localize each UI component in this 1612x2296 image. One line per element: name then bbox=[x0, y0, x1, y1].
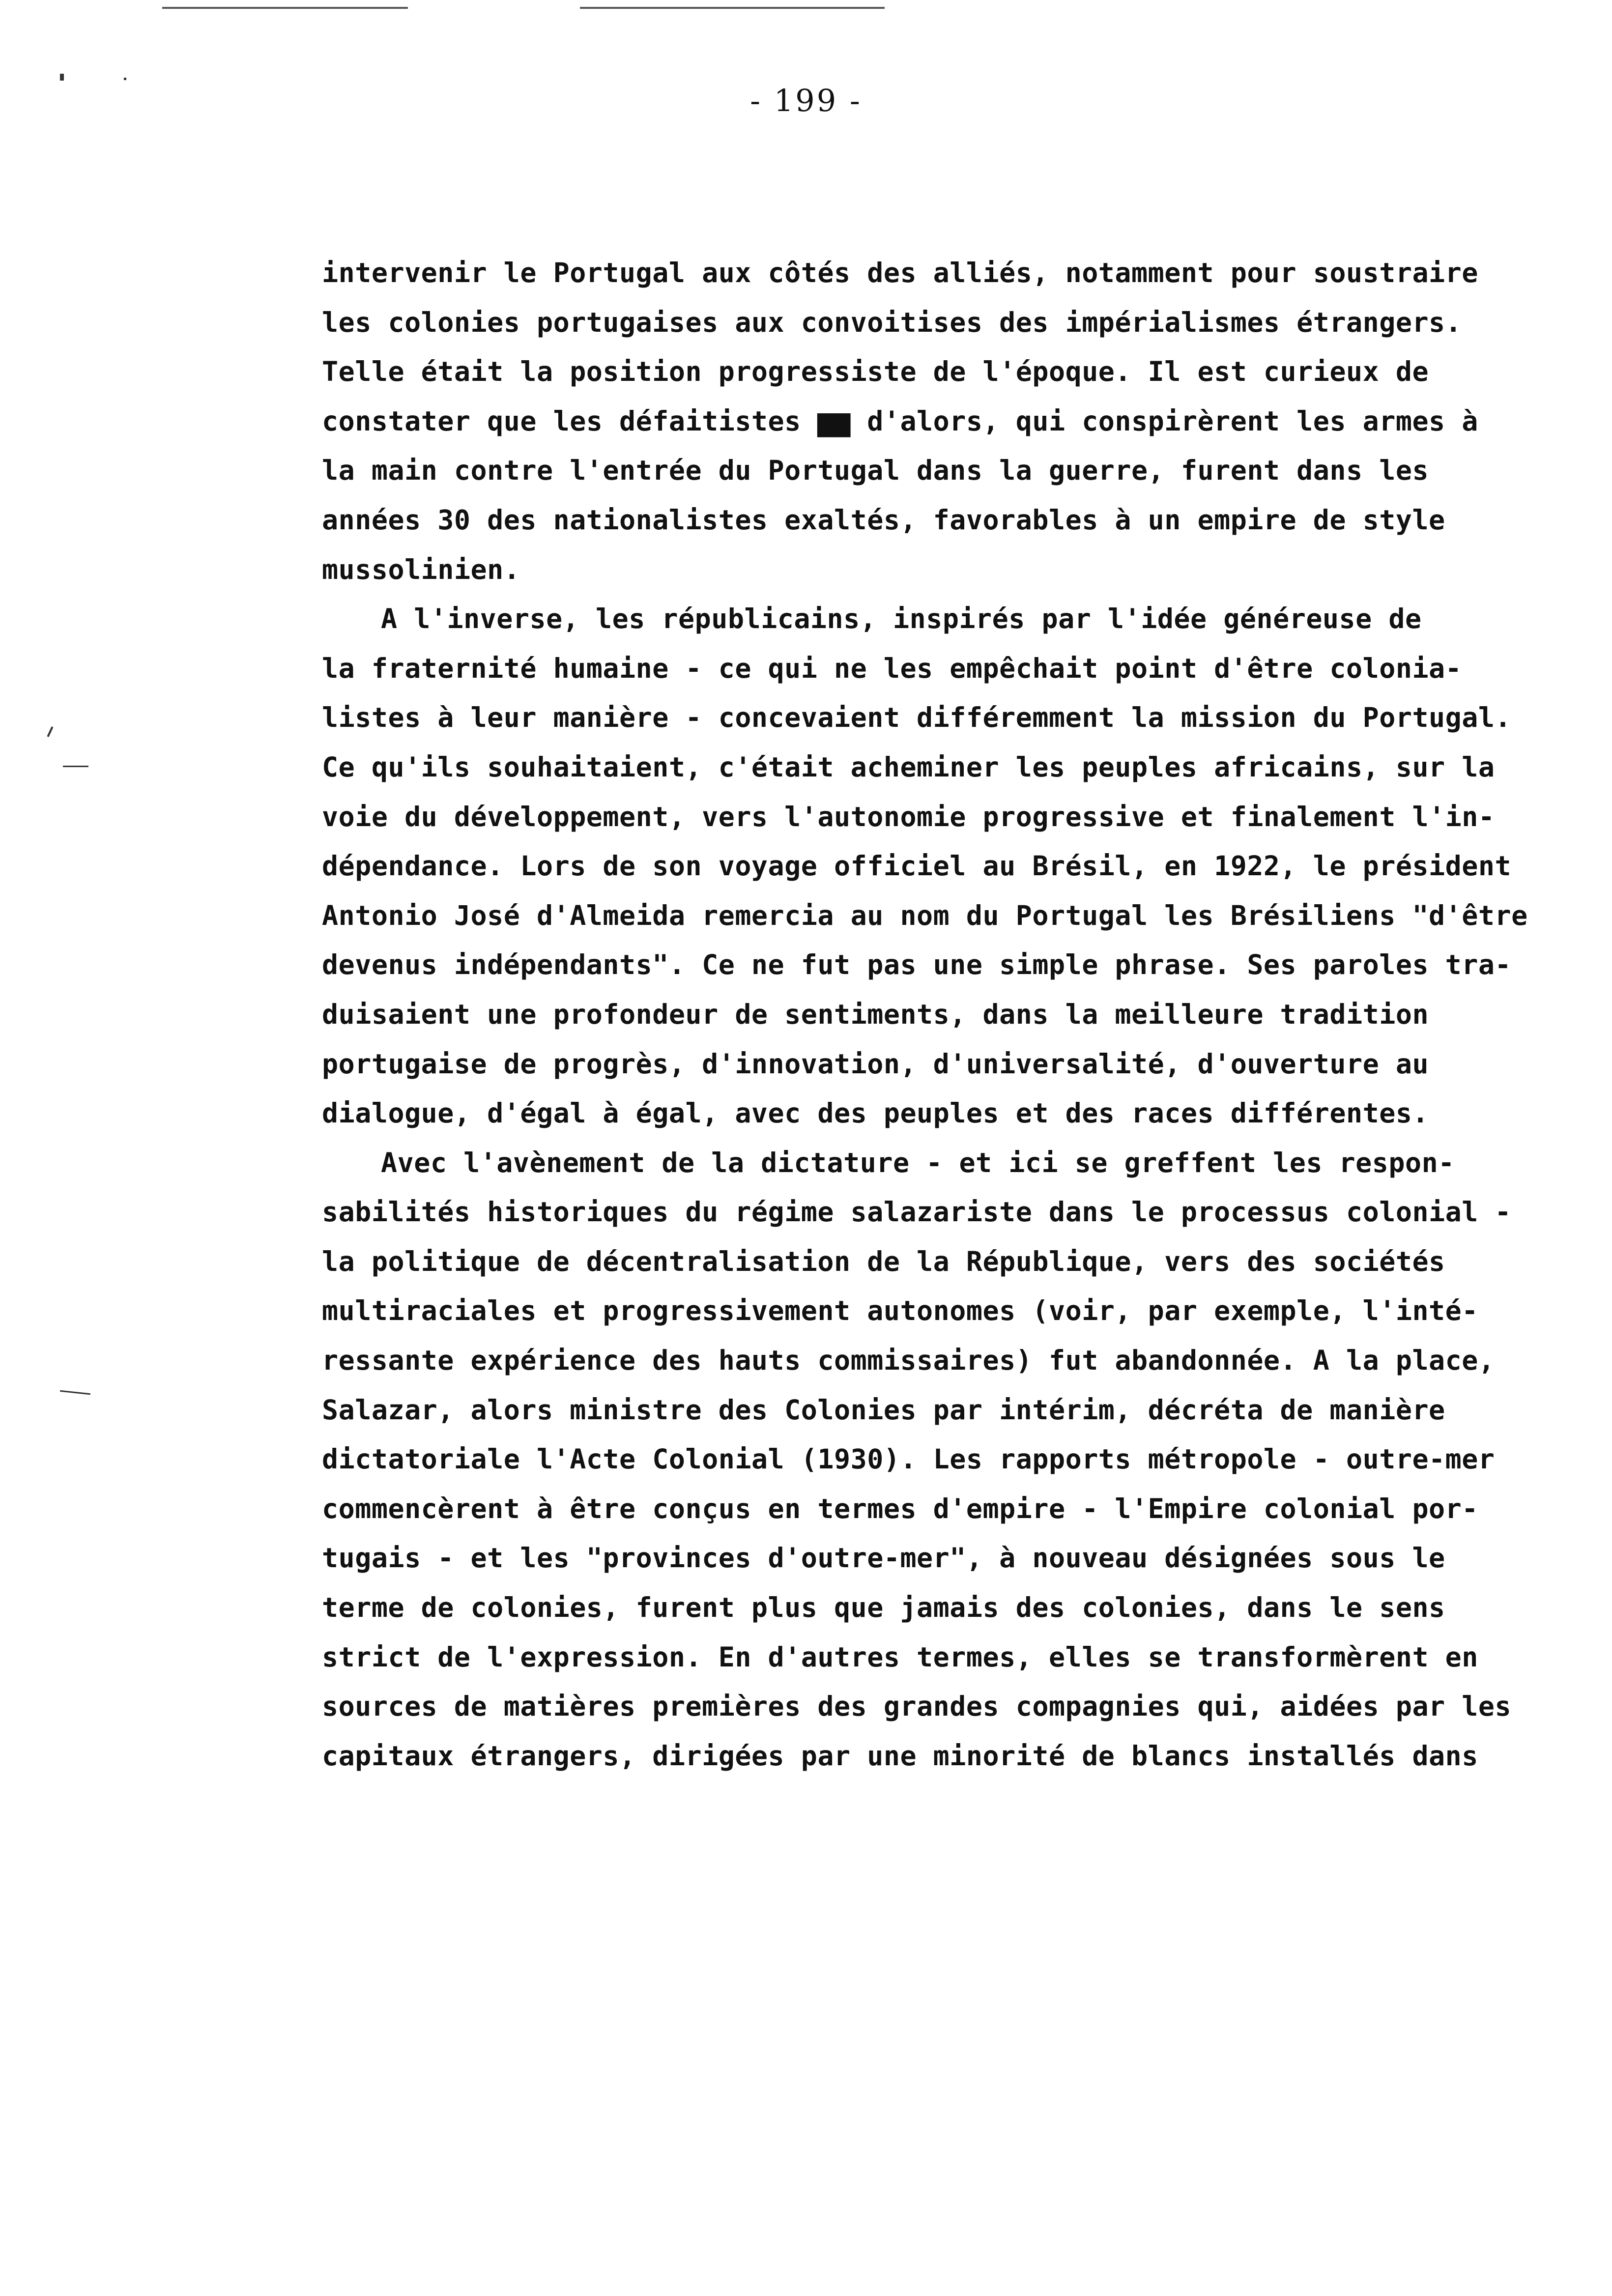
text-line: capitaux étrangers, dirigées par une minorité de blancs installés dans bbox=[322, 1740, 1478, 1772]
text-line: multiraciales et progressivement autonomes (voir, par exemple, l'inté- bbox=[322, 1295, 1478, 1327]
margin-mark bbox=[63, 766, 88, 767]
text-line: commencèrent à être conçus en termes d'empire - l'Empire colonial por- bbox=[322, 1492, 1478, 1524]
scan-edge-line bbox=[580, 7, 885, 9]
text-line: dictatoriale l'Acte Colonial (1930). Les rapports métropole - outre-mer bbox=[322, 1443, 1495, 1475]
text-line: Avec l'avènement de la dictature - et ici se greffent les respon- bbox=[381, 1147, 1455, 1178]
text-line: années 30 des nationalistes exaltés, favorables à un empire de style bbox=[322, 504, 1445, 536]
scan-edge-line bbox=[162, 7, 408, 9]
body-text bbox=[322, 248, 1580, 1780]
text-line: tugais - et les "provinces d'outre-mer", à nouveau désignées sous le bbox=[322, 1542, 1445, 1574]
text-line: sabilités historiques du régime salazariste dans le processus colonial - bbox=[322, 1196, 1512, 1228]
margin-mark bbox=[60, 74, 64, 81]
text-line: Salazar, alors ministre des Colonies par intérim, décréta de manière bbox=[322, 1394, 1445, 1426]
text-line: dépendance. Lors de son voyage officiel au Brésil, en 1922, le président bbox=[322, 850, 1512, 882]
text-line: constater que les défaitistes ▆▆ d'alors, qui conspirèrent les armes à bbox=[322, 405, 1478, 437]
paragraph bbox=[322, 1138, 1580, 1781]
text-line: la main contre l'entrée du Portugal dans la guerre, furent dans les bbox=[322, 455, 1429, 487]
text-line: Ce qu'ils souhaitaient, c'était acheminer les peuples africains, sur la bbox=[322, 751, 1495, 783]
margin-mark bbox=[47, 726, 54, 737]
text-line: voie du développement, vers l'autonomie progressive et finalement l'in- bbox=[322, 801, 1495, 832]
paragraph bbox=[322, 248, 1580, 594]
text-line: mussolinien. bbox=[322, 553, 520, 585]
text-line: les colonies portugaises aux convoitises des impérialismes étrangers. bbox=[322, 306, 1462, 338]
paragraph bbox=[322, 594, 1580, 1138]
text-line: portugaise de progrès, d'innovation, d'universalité, d'ouverture au bbox=[322, 1048, 1429, 1080]
text-line: duisaient une profondeur de sentiments, dans la meilleure tradition bbox=[322, 998, 1429, 1030]
text-line: listes à leur manière - concevaient différemment la mission du Portugal. bbox=[322, 702, 1512, 734]
text-line: Telle était la position progressiste de l'époque. Il est curieux de bbox=[322, 356, 1429, 388]
text-line: la politique de décentralisation de la République, vers des sociétés bbox=[322, 1245, 1445, 1277]
text-line: strict de l'expression. En d'autres termes, elles se transformèrent en bbox=[322, 1641, 1478, 1673]
text-line: devenus indépendants". Ce ne fut pas une simple phrase. Ses paroles tra- bbox=[322, 949, 1512, 981]
text-line: intervenir le Portugal aux côtés des alliés, notamment pour soustraire bbox=[322, 257, 1478, 288]
text-line: ressante expérience des hauts commissaires) fut abandonnée. A la place, bbox=[322, 1345, 1495, 1377]
page-number: - 199 - bbox=[750, 83, 862, 118]
text-line: sources de matières premières des grandes compagnies qui, aidées par les bbox=[322, 1691, 1512, 1722]
text-line: dialogue, d'égal à égal, avec des peuples et des races différentes. bbox=[322, 1097, 1429, 1129]
text-line: la fraternité humaine - ce qui ne les empêchait point d'être colonia- bbox=[322, 652, 1462, 684]
text-line: Antonio José d'Almeida remercia au nom du Portugal les Brésiliens "d'être bbox=[322, 899, 1528, 931]
text-line: terme de colonies, furent plus que jamais des colonies, dans le sens bbox=[322, 1592, 1445, 1624]
margin-mark bbox=[124, 78, 126, 80]
text-line: A l'inverse, les républicains, inspirés par l'idée généreuse de bbox=[381, 603, 1422, 635]
margin-mark bbox=[60, 1390, 90, 1395]
